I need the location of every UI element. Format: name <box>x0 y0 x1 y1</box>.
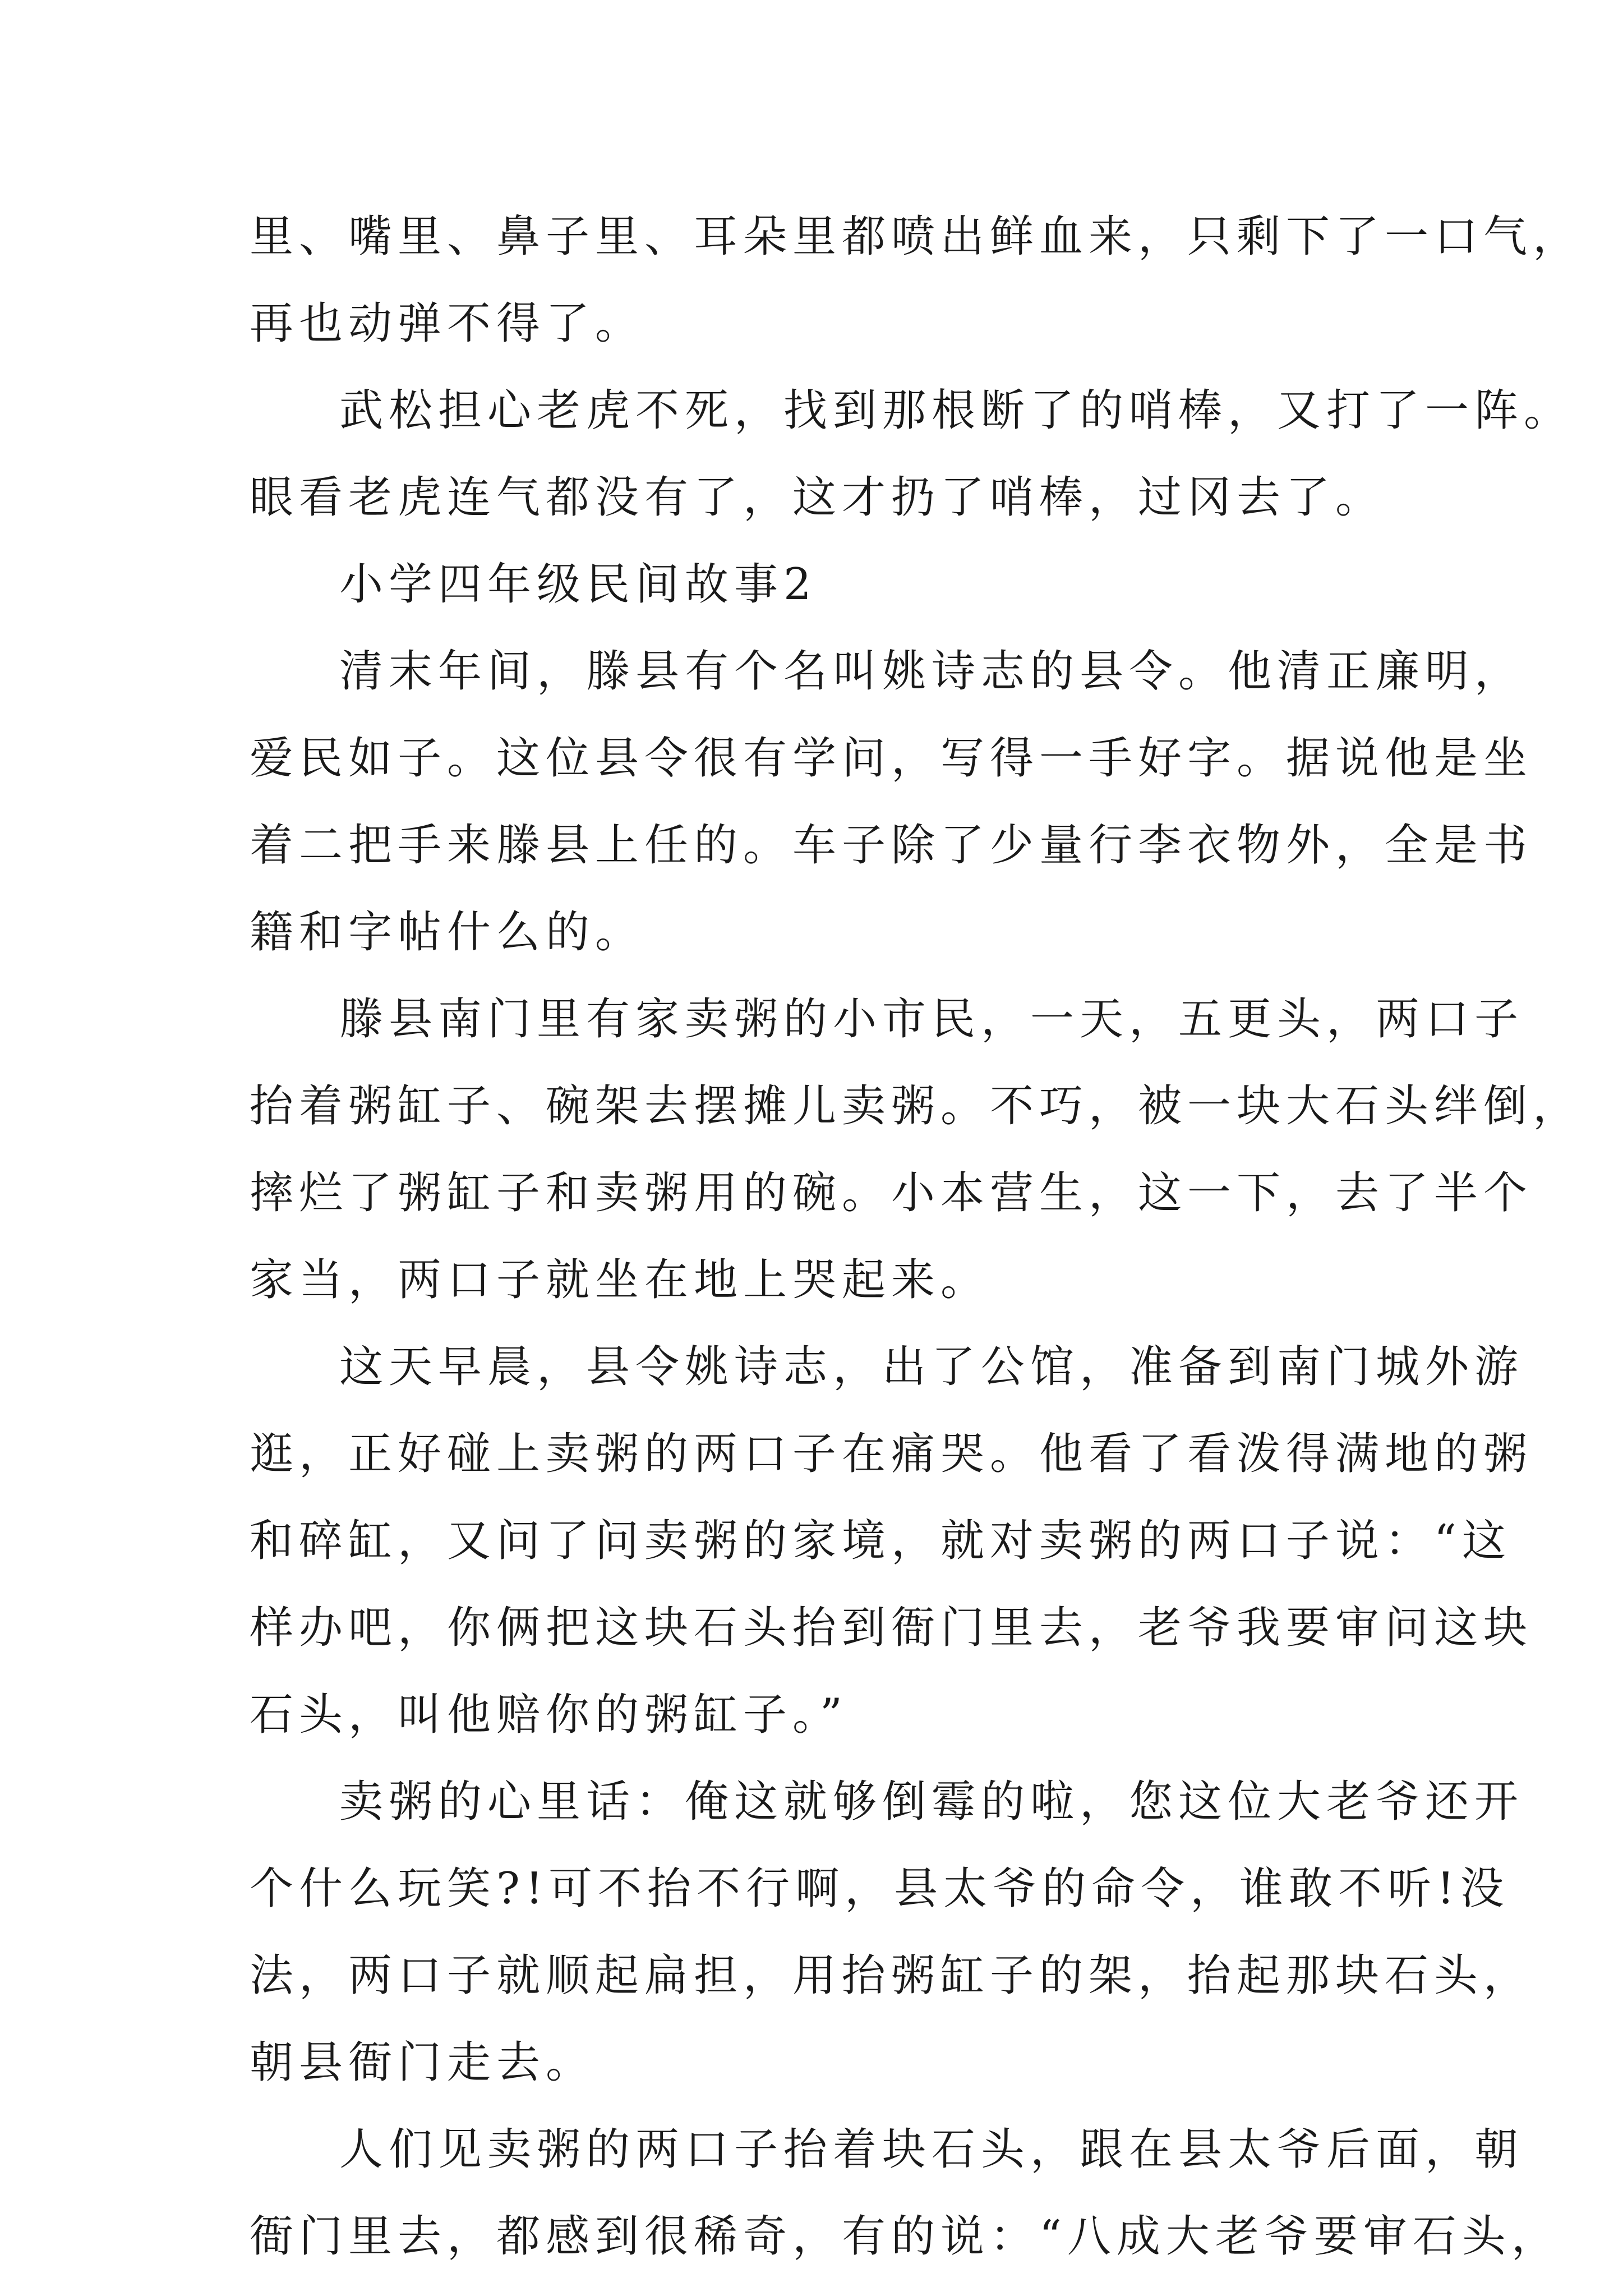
text-line: 着二把手来滕县上任的。车子除了少量行李衣物外，全是书 <box>250 820 1533 871</box>
text-line: 个什么玩笑?!可不抬不行啊，县太爷的命令，谁敢不听!没 <box>250 1864 1510 1914</box>
text-line: 和碎缸，又问了问卖粥的家境，就对卖粥的两口子说：“这 <box>250 1516 1511 1566</box>
text-line: 里、嘴里、鼻子里、耳朵里都喷出鲜血来，只剩下了一口气， <box>250 211 1583 262</box>
text-line: 家当，两口子就坐在地上哭起来。 <box>250 1255 990 1305</box>
paragraph-start-line: 卖粥的心里话：俺这就够倒霉的啦，您这位大老爷还开 <box>339 1777 1524 1827</box>
document-body <box>250 194 1583 2280</box>
text-line: 样办吧，你俩把这块石头抬到衙门里去，老爷我要审问这块 <box>250 1603 1533 1653</box>
text-line: 法，两口子就顺起扁担，用抬粥缸子的架，抬起那块石头， <box>250 1950 1533 2001</box>
text-line: 抬着粥缸子、碗架去摆摊儿卖粥。不巧，被一块大石头绊倒， <box>250 1081 1583 1131</box>
text-line: 逛，正好碰上卖粥的两口子在痛哭。他看了看泼得满地的粥 <box>250 1429 1533 1479</box>
text-line: 再也动弹不得了。 <box>250 298 645 349</box>
text-line: 眼看老虎连气都没有了，这才扔了哨棒，过冈去了。 <box>250 472 1385 523</box>
text-line: 朝县衙门走去。 <box>250 2037 596 2088</box>
text-line: 爱民如子。这位县令很有学问，写得一手好字。据说他是坐 <box>250 733 1533 784</box>
section-heading: 小学四年级民间故事2 <box>339 559 817 610</box>
text-line: 籍和字帖什么的。 <box>250 907 645 958</box>
text-line: 摔烂了粥缸子和卖粥用的碗。小本营生，这一下，去了半个 <box>250 1168 1533 1218</box>
paragraph-start-line: 滕县南门里有家卖粥的小市民，一天，五更头，两口子 <box>339 994 1524 1045</box>
paragraph-start-line: 清末年间，滕县有个名叫姚诗志的县令。他清正廉明， <box>339 646 1524 697</box>
paragraph-start-line: 人们见卖粥的两口子抬着块石头，跟在县太爷后面，朝 <box>339 2124 1524 2175</box>
paragraph-start-line: 武松担心老虎不死，找到那根断了的哨棒，又打了一阵。 <box>339 385 1574 436</box>
text-line: 衙门里去，都感到很稀奇，有的说：“八成大老爷要审石头， <box>250 2211 1561 2262</box>
paragraph-start-line: 这天早晨，县令姚诗志，出了公馆，准备到南门城外游 <box>339 1342 1524 1392</box>
text-line: 石头，叫他赔你的粥缸子。” <box>250 1690 848 1740</box>
